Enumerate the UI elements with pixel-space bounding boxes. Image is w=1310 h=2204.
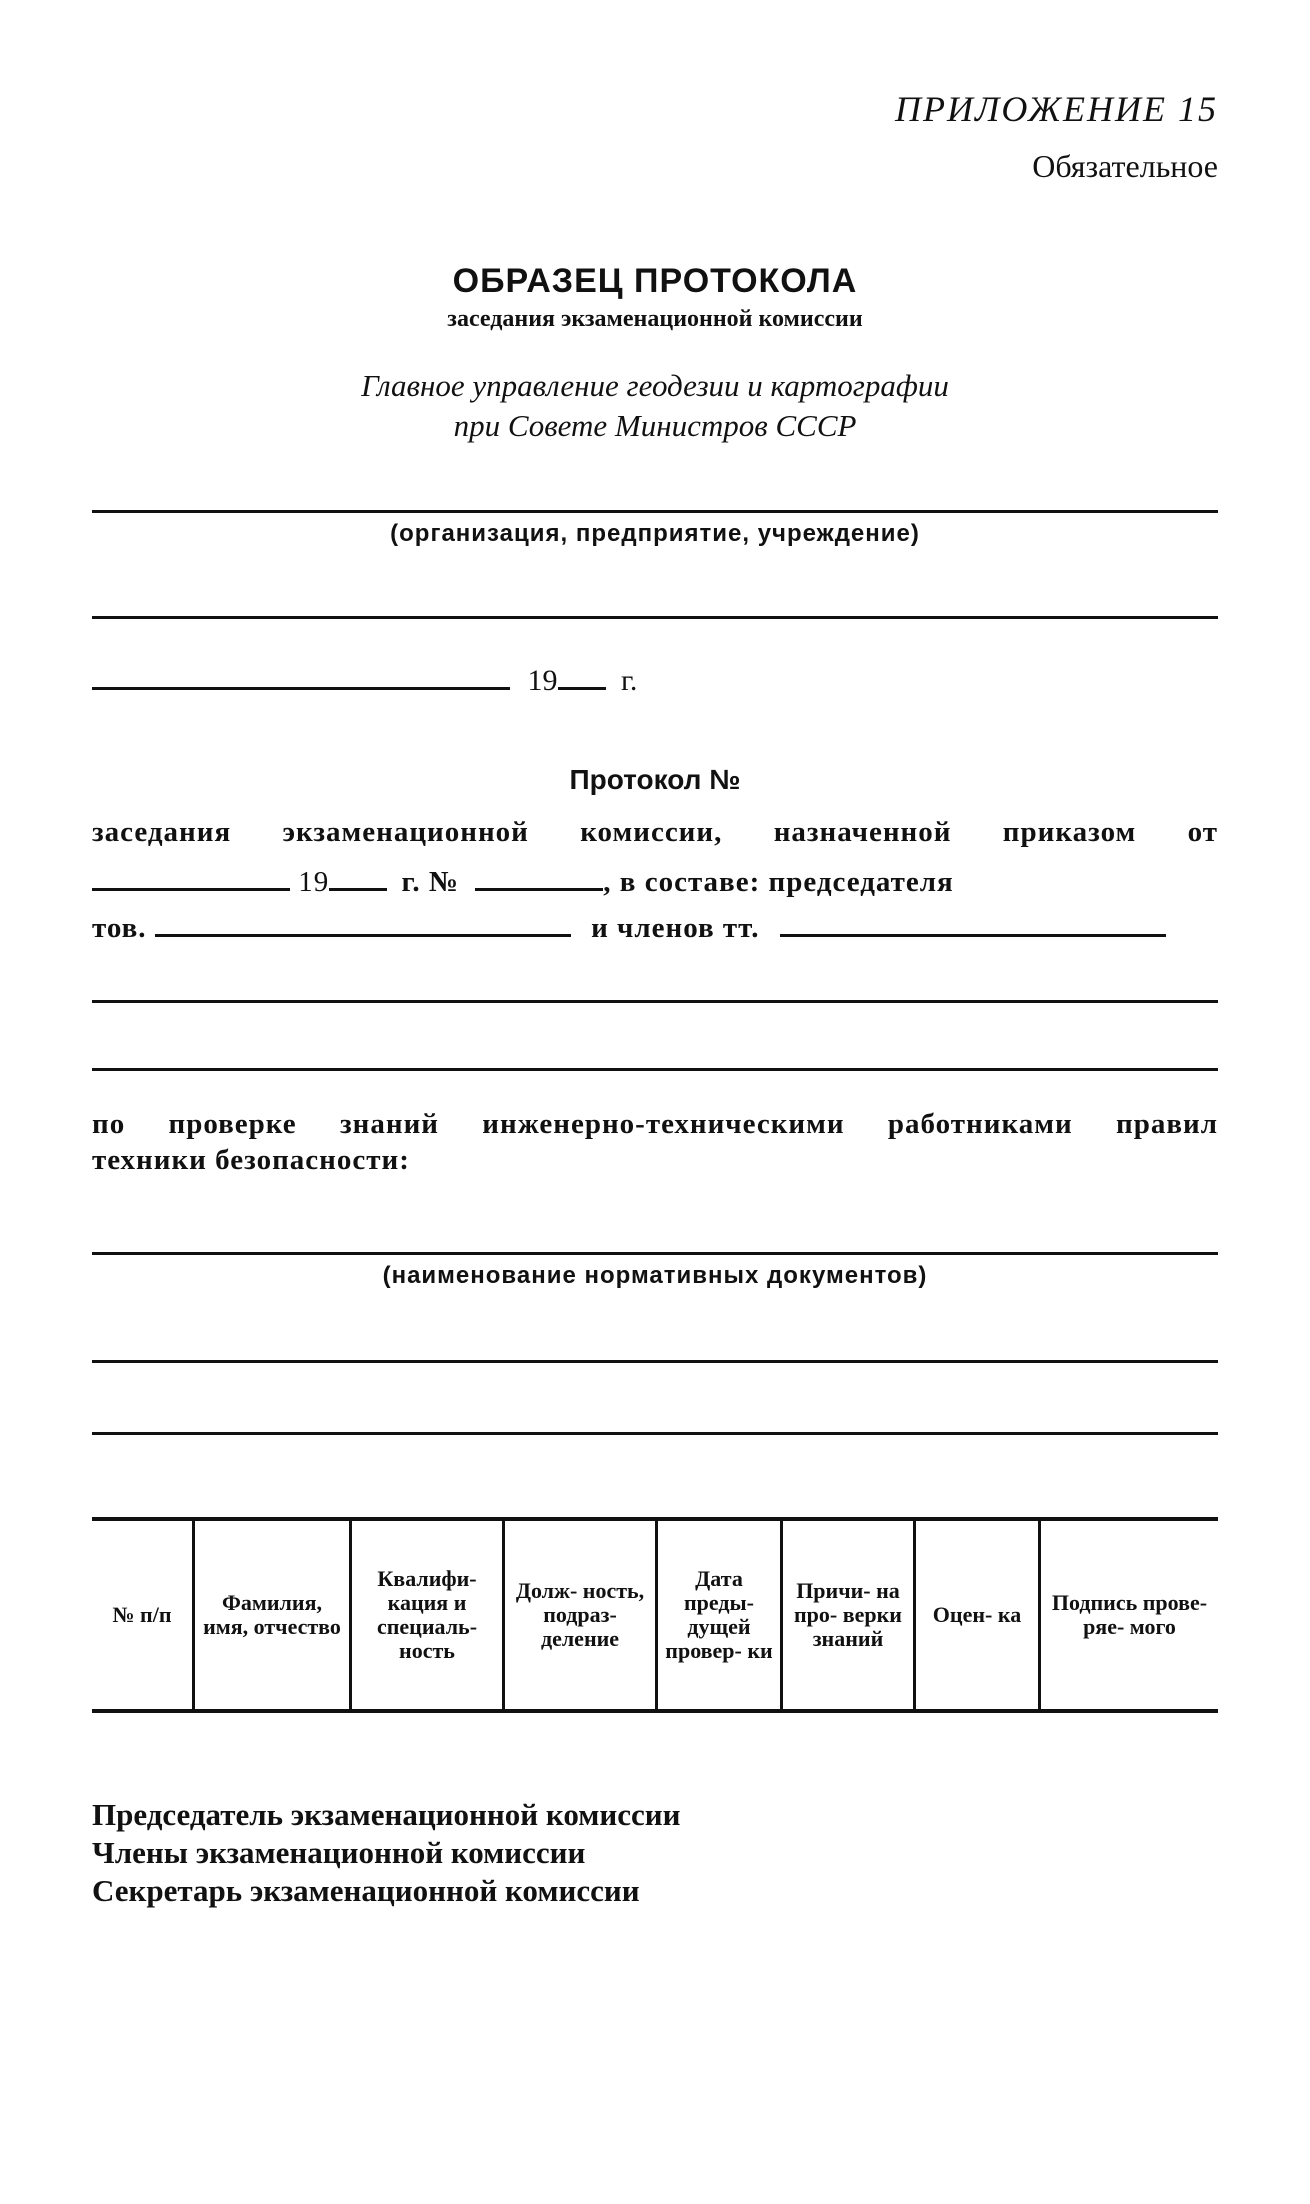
- col-full-name: Фамилия, имя, отчество: [194, 1519, 351, 1711]
- date-line: [92, 664, 637, 698]
- col-position: Долж- ность, подраз- деление: [504, 1519, 657, 1711]
- ministry-line-2: при Совете Министров СССР: [453, 408, 857, 443]
- topic-line-1: по проверке знаний инженерно-техническими работниками правил: [92, 1108, 1218, 1140]
- organization-fill-line: [92, 510, 1218, 513]
- signature-chairman: Председатель экзаменационной комиссии: [92, 1797, 681, 1832]
- protocol-line-3: [92, 912, 1218, 945]
- order-year-prefix: 19: [298, 866, 330, 898]
- protocol-line-1: заседания экзаменационной комиссии, назначенной приказом от: [92, 816, 1218, 848]
- protocol-heading: Протокол №: [569, 764, 741, 795]
- chairman-fill: [155, 930, 571, 937]
- members-line-1: [92, 1000, 1218, 1003]
- appendix-title: ПРИЛОЖЕНИЕ 15: [895, 89, 1218, 129]
- topic-line-2: техники безопасности:: [92, 1144, 410, 1176]
- col-number: № п/п: [92, 1519, 194, 1711]
- col-check-reason: Причи- на про- верки знаний: [782, 1519, 915, 1711]
- documents-line-3: [92, 1432, 1218, 1435]
- blank-line: [92, 616, 1218, 619]
- order-number-label: г. №: [401, 866, 460, 898]
- date-year-suffix: г.: [621, 664, 638, 697]
- order-number-fill: [475, 884, 603, 891]
- col-qualification: Квалифи- кация и специаль- ность: [351, 1519, 504, 1711]
- document-subtitle: заседания экзаменационной комиссии: [447, 306, 863, 332]
- documents-line-2: [92, 1360, 1218, 1363]
- members-fill: [780, 930, 1166, 937]
- date-year-fill: [558, 683, 606, 690]
- organization-caption: (организация, предприятие, учреждение): [390, 520, 920, 547]
- document-title: ОБРАЗЕЦ ПРОТОКОЛА: [452, 262, 858, 300]
- signature-block: [92, 1796, 680, 1910]
- col-signature: Подпись прове- ряе- мого: [1040, 1519, 1219, 1711]
- members-line-2: [92, 1068, 1218, 1071]
- documents-fill-line: [92, 1252, 1218, 1255]
- col-grade: Оцен- ка: [915, 1519, 1040, 1711]
- ministry-line-1: Главное управление геодезии и картографии: [361, 368, 949, 403]
- protocol-line-2: [92, 866, 1218, 899]
- order-date-fill: [92, 884, 290, 891]
- signature-secretary: Секретарь экзаменационной комиссии: [92, 1873, 640, 1908]
- ministry-block: [92, 366, 1218, 446]
- date-year-prefix: 19: [527, 664, 558, 697]
- col-previous-check-date: Дата преды- дущей провер- ки: [657, 1519, 782, 1711]
- appendix-note: Обязательное: [1032, 148, 1218, 184]
- tov-label: тов.: [92, 912, 147, 944]
- examination-table: [92, 1517, 1218, 1713]
- date-fill: [92, 683, 510, 690]
- signature-members: Члены экзаменационной комиссии: [92, 1835, 586, 1870]
- documents-caption: (наименование нормативных документов): [382, 1262, 928, 1289]
- order-year-fill: [329, 884, 387, 891]
- members-label: и членов тт.: [591, 912, 760, 944]
- table-header-row: [92, 1519, 1218, 1711]
- composition-label: , в составе: председателя: [603, 866, 954, 898]
